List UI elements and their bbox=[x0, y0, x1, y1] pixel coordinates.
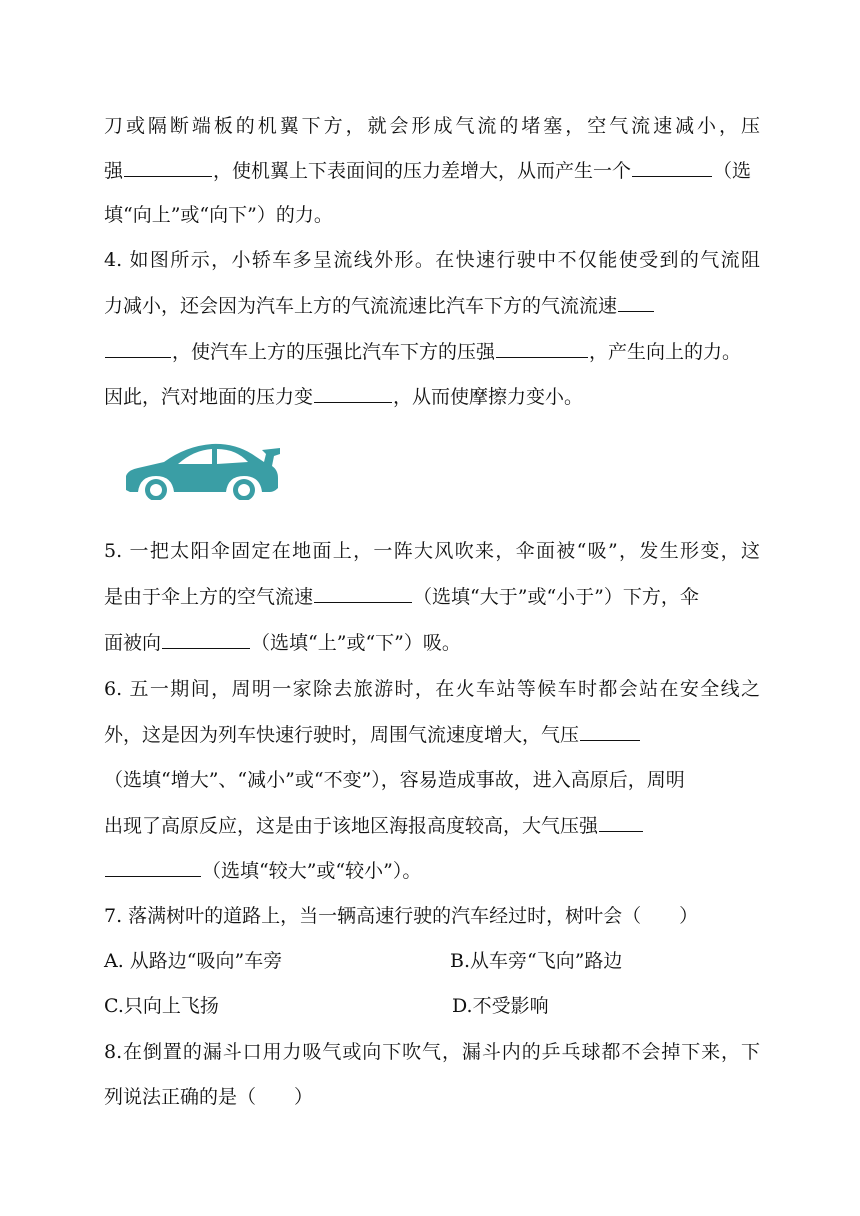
q5-line-1: 5. 一把太阳伞固定在地面上，一阵大风吹来，伞面被“吸”，发生形变，这 bbox=[104, 540, 760, 562]
q8-line-1: 8.在倒置的漏斗口用力吸气或向下吹气，漏斗内的乒乓球都不会掉下来，下 bbox=[104, 1041, 760, 1063]
q7-option-d: D.不受影响 bbox=[452, 995, 549, 1017]
q6-text-b: 出现了高原反应，这是由于该地区海报高度较高，大气压强 bbox=[104, 815, 599, 837]
q5-text-d: （选填“上”或“下”）吸。 bbox=[251, 632, 461, 654]
q6-text-a: 外，这是因为列车快速行驶时，周围气流速度增大，气压 bbox=[104, 724, 580, 746]
q5-line-3 bbox=[104, 628, 760, 658]
q3-blank-2 bbox=[632, 175, 712, 177]
q3-text-a: 强 bbox=[104, 160, 124, 182]
q5-blank-2 bbox=[162, 647, 250, 649]
q6-text-c: （选填“较大”或“较小”）。 bbox=[202, 860, 422, 882]
q7-option-a: A. 从路边“吸向”车旁 bbox=[104, 950, 283, 972]
q5-text-a: 是由于伞上方的空气流速 bbox=[104, 586, 314, 608]
q4-blank-2 bbox=[496, 356, 588, 358]
q3-blank-1 bbox=[124, 175, 212, 177]
q4-text-e: ，从而使摩擦力变小。 bbox=[393, 386, 584, 408]
q6-blank-2a bbox=[599, 830, 643, 832]
q4-line-3 bbox=[104, 337, 760, 367]
q4-line-4 bbox=[104, 382, 760, 412]
q3-text-c: （选 bbox=[713, 160, 752, 182]
q7-option-b: B.从车旁“飞向”路边 bbox=[450, 950, 623, 972]
q6-line-2 bbox=[104, 720, 760, 750]
q5-line-2 bbox=[104, 582, 760, 612]
q6-line-1: 6. 五一期间，周明一家除去旅游时，在火车站等候车时都会站在安全线之 bbox=[104, 678, 760, 700]
q3-text-b: ，使机翼上下表面间的压力差增大，从而产生一个 bbox=[213, 160, 632, 182]
q4-text-d: 因此，汽对地面的压力变 bbox=[104, 386, 314, 408]
q5-text-b: （选填“大于”或“小于”）下方，伞 bbox=[413, 586, 699, 608]
q6-blank-1 bbox=[580, 739, 640, 741]
q4-blank-1a bbox=[618, 310, 654, 312]
q3-line-3: 填“向上”或“向下”）的力。 bbox=[104, 204, 333, 226]
q4-text-b: ，使汽车上方的压强比汽车下方的压强 bbox=[172, 341, 496, 363]
q8-line-2: 列说法正确的是（ ） bbox=[104, 1086, 314, 1108]
q7-stem: 7. 落满树叶的道路上，当一辆高速行驶的汽车经过时，树叶会（ ） bbox=[104, 905, 699, 927]
q4-line-1: 4. 如图所示，小轿车多呈流线外形。在快速行驶中不仅能使受到的气流阻 bbox=[104, 249, 760, 271]
q3-line-1: 刀或隔断端板的机翼下方，就会形成气流的堵塞，空气流速减小，压 bbox=[104, 115, 760, 137]
q6-line-5 bbox=[104, 856, 760, 886]
q4-line-2 bbox=[104, 291, 760, 321]
q6-line-4 bbox=[104, 811, 760, 841]
q4-blank-1b bbox=[105, 356, 171, 358]
q6-blank-2b bbox=[105, 875, 201, 877]
q4-blank-3 bbox=[314, 401, 392, 403]
q6-line-3: （选填“增大”、“减小”或“不变”），容易造成事故，进入高原后，周明 bbox=[104, 769, 685, 791]
q7-option-c: C.只向上飞扬 bbox=[104, 995, 219, 1017]
sports-car-icon bbox=[124, 440, 284, 500]
q5-text-c: 面被向 bbox=[104, 632, 162, 654]
q4-text-c: ，产生向上的力。 bbox=[589, 341, 742, 363]
q3-line-2 bbox=[104, 156, 760, 186]
q5-blank-1 bbox=[314, 601, 412, 603]
q4-text-a: 力减小，还会因为汽车上方的气流流速比汽车下方的气流流速 bbox=[104, 295, 618, 317]
